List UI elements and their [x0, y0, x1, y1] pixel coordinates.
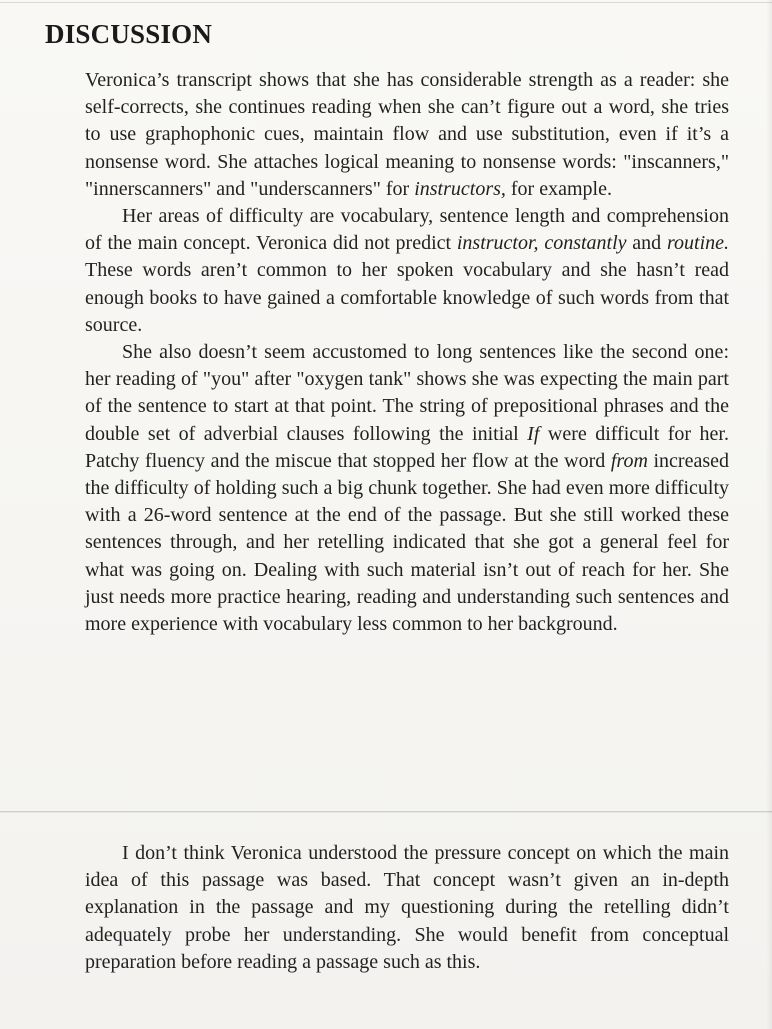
- paragraph-text: for example.: [505, 177, 612, 200]
- conclusion-body: [85, 840, 729, 976]
- italic-term: instructors,: [414, 177, 506, 200]
- italic-term: If: [527, 422, 540, 445]
- section-heading: DISCUSSION: [45, 19, 213, 49]
- paragraph-text: Veronica’s transcript shows that she has considerable strength as a reader: she self-corrects, she continues reading when she can’t figure out a word, she tries to use graphophonic cues, maintain flow and use substitution, even if it’s a nonsense word. She attaches logical meaning to nonsense words: "inscanners," "innerscanners" and "underscanners" for: [85, 69, 729, 200]
- paragraph-text: were difficult for her. Patchy fluency and the miscue that stopped her flow at the word: [85, 422, 729, 472]
- paragraph-text: Her areas of difficulty are vocabulary, sentence length and comprehension of the main concept. Veronica did not predict: [85, 205, 729, 255]
- page-edge-shadow: [766, 0, 772, 1029]
- paragraph-text: These words aren’t common to her spoken vocabulary and she hasn’t read enough books to have gained a comfortable knowledge of such words from that source.: [85, 259, 729, 336]
- italic-term: instructor, constantly: [456, 232, 627, 255]
- paragraph-text: increased the difficulty of holding such a big chunk together. She had even more difficulty with a 26-word sentence at the end of the passage. But she still worked these sentences through, and her retelling indicated that she got a general feel for what was going on. Dealing with such material isn’t out of reach for her. She just needs more practice hearing, reading and understanding such sentences and more experience with vocabulary less common to her background.: [85, 449, 729, 636]
- paragraph-text: and: [626, 232, 667, 255]
- page-divider: [0, 811, 772, 812]
- paragraph-text: She also doesn’t seem accustomed to long sentences like the second one: her reading of "you" after "oxygen tank" shows she was expecting the main part of the sentence to start at that point. The string of prepositional phrases and the double set of adverbial clauses following the initial: [85, 341, 729, 445]
- paragraph-text: I don’t think Veronica understood the pressure concept on which the main idea of this passage was based. That concept wasn’t given an in-depth explanation in the passage and my questioning during the retelling didn’t adequately probe her understanding. She would benefit from conceptual preparation before reading a passage such as this.: [85, 842, 729, 973]
- paragraph-strengths: [85, 67, 729, 203]
- italic-term: routine.: [666, 232, 729, 255]
- italic-term: from: [610, 449, 648, 472]
- discussion-body: [85, 67, 729, 638]
- top-edge-line: [0, 2, 772, 3]
- paragraph-difficulties: [85, 203, 729, 339]
- paragraph-concept: [85, 840, 729, 976]
- paragraph-sentence-length: [85, 339, 729, 638]
